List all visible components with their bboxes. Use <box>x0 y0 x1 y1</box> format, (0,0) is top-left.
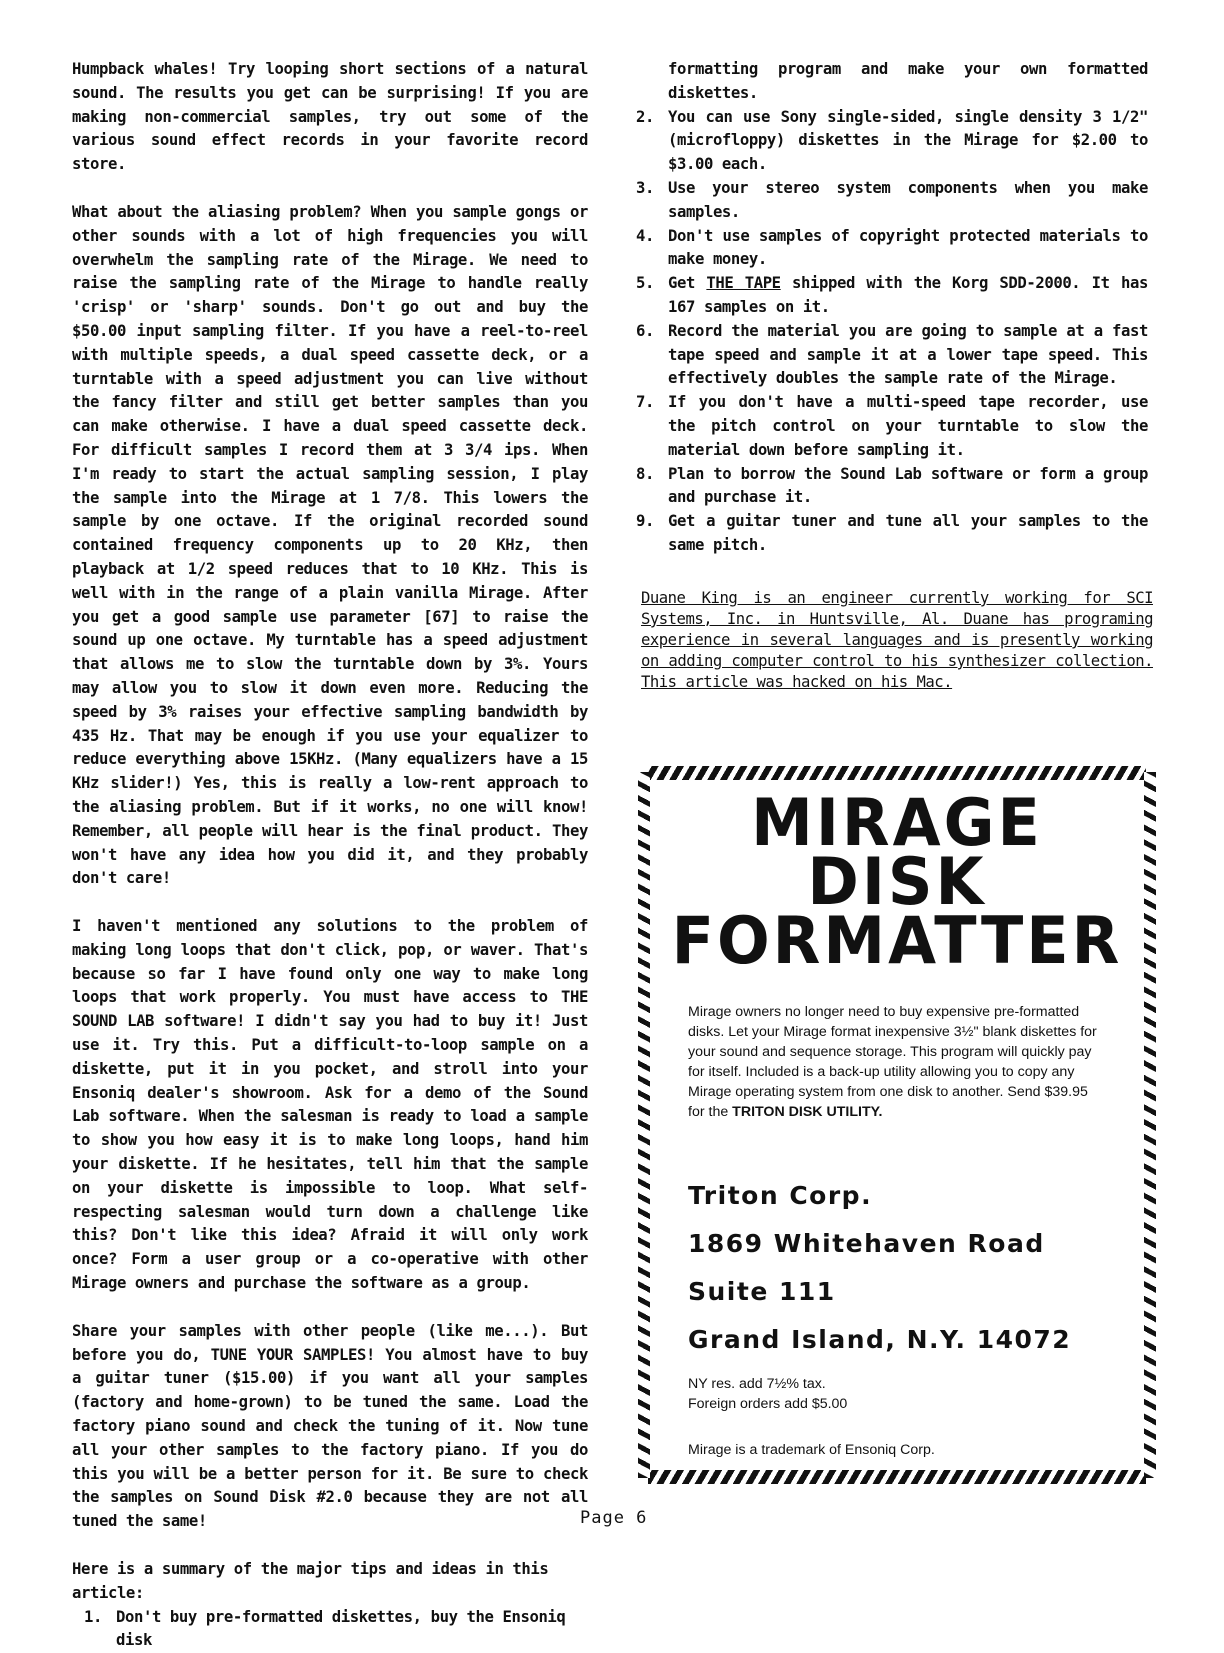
ad-city: Grand Island, N.Y. 14072 <box>688 1325 1072 1354</box>
ad-border-top <box>648 766 1146 780</box>
ad-border-right <box>1144 772 1156 1478</box>
tip-text: Use your stereo system components when you make samples. <box>668 178 1148 221</box>
tip-text: You can use Sony single-sided, single density 3 1/2" (microfloppy) diskettes in the Mirage for $2.00 to $3.00 each. <box>668 107 1148 174</box>
tip-item-7 <box>636 391 1148 462</box>
tip-number: 1. <box>84 1607 102 1626</box>
ad-suite: Suite 111 <box>688 1277 836 1306</box>
tip-number: 9. <box>636 512 654 531</box>
tip-item-3 <box>636 177 1148 225</box>
ad-trademark-note: Mirage is a trademark of Ensoniq Corp. <box>688 1442 935 1458</box>
author-bio: Duane King is an engineer currently working for SCI Systems, Inc. in Huntsville, Al. Duane has programing experience in several languages and is presently working on adding computer control to his synthesizer collection. This article was hacked on his Mac. <box>641 589 1153 691</box>
page-number: Page 6 <box>580 1508 648 1528</box>
left-column <box>72 58 588 1653</box>
right-column <box>636 58 1148 558</box>
tip-text-pre: Get <box>668 274 707 293</box>
paragraph-summary-intro: Here is a summary of the major tips and ideas in this article: <box>72 1560 549 1602</box>
tip-text: If you don't have a multi-speed tape recorder, use the pitch control on your turntable to slow the material down before sampling it. <box>668 393 1148 459</box>
ad-title-line: FORMATTER <box>671 901 1123 979</box>
tip-item-9 <box>636 510 1148 558</box>
ad-company: Triton Corp. <box>688 1181 873 1210</box>
ad-border-left <box>638 772 650 1478</box>
tip-text: Don't use samples of copyright protected materials to make money. <box>668 226 1148 269</box>
tip-1-continuation: formatting program and make your own formatted diskettes. <box>668 60 1148 102</box>
paragraph-long-loops: I haven't mentioned any solutions to the problem of making long loops that don't click, pop, or waver. That's because so far I have found only one way to make long loops that work properly. You must have access to THE SOUND LAB software! I didn't say you had to buy it! Just use it. Try this. Put a difficult-to-loop sample on a diskette, put it in you pocket, and stroll into your Ensoniq dealer's showroom. Ask for a demo of the Sound Lab software. When the salesman is ready to load a sample to show you how easy it is to make long loops, hand him your diskette. If he hesitates, tell him that the sample on your diskette is impossible to loop. What self-respecting salesman would turn down a challenge like this? Don't like this idea? Afraid it will only work once? Form a user group or a co-operative with other Mirage owners and purchase the software as a group. <box>72 917 588 1293</box>
tip-number: 6. <box>636 321 654 340</box>
tip-text <box>668 272 1148 320</box>
ad-title <box>662 784 1132 979</box>
ad-product-name: TRITON DISK UTILITY. <box>732 1104 883 1120</box>
tip-item-2 <box>636 106 1148 177</box>
tip-text: Get a guitar tuner and tune all your samples to the same pitch. <box>668 512 1148 554</box>
ad-street: 1869 Whitehaven Road <box>688 1229 1045 1258</box>
ad-tax-note <box>688 1374 847 1414</box>
tip-text: Record the material you are going to sample at a fast tape speed and sample it at a lower tape speed. This effectively doubles the sample rate of the Mirage. <box>668 321 1148 388</box>
ad-border-bottom <box>648 1470 1146 1484</box>
ad-tax-line: NY res. add 7½% tax. <box>688 1376 826 1392</box>
advertisement-box <box>638 762 1156 1488</box>
paragraph-humpback: Humpback whales! Try looping short sections of a natural sound. The results you get can be surprising! If you are making non-commercial samples, try out some of the various sound effect records in your favorite record store. <box>72 60 588 174</box>
tips-list <box>636 106 1148 558</box>
ad-body-text: Mirage owners no longer need to buy expensive pre-formatted disks. Let your Mirage format inexpensive 3½" blank diskettes for your sound and sequence storage. This program will quickly pay for itself. Included is a back-up utility allowing you to copy any Mirage operating system from one disk to another. Send $39.95 for the <box>688 1004 1097 1120</box>
tip-text: Don't buy pre-formatted diskettes, buy the Ensoniq disk <box>116 1607 566 1650</box>
tip-number: 7. <box>636 393 654 412</box>
ad-title-line: DISK <box>807 843 987 920</box>
tip-text: Plan to borrow the Sound Lab software or form a group and purchase it. <box>668 464 1148 507</box>
tip-number: 3. <box>636 178 654 197</box>
tip-item-4 <box>636 225 1148 273</box>
tip-number: 5. <box>636 274 654 293</box>
tip-item-1 <box>72 1606 588 1653</box>
tip-item-6 <box>636 320 1148 391</box>
tip-item-8 <box>636 463 1148 511</box>
ad-title-line: MIRAGE <box>751 784 1043 861</box>
paragraph-tune-samples: Share your samples with other people (like me...). But before you do, TUNE YOUR SAMPLES! You almost have to buy a guitar tuner ($15.00) if you want all your samples (factory and home-grown) to be tuned the same. Load the factory piano sound and check the tuning of it. Now tune all your other samples to the factory piano. If you do this you will be a better person for it. Be sure to check the samples on Sound Disk #2.0 because they are not all tuned the same! <box>72 1321 588 1531</box>
the-tape-title: THE TAPE <box>706 274 781 293</box>
tip-text-post: shipped with the Korg SDD-2000. It has 167 samples on it. <box>668 274 1149 316</box>
ad-address <box>688 1172 1071 1364</box>
tip-number: 4. <box>636 226 654 245</box>
tip-number: 2. <box>636 107 654 126</box>
ad-foreign-line: Foreign orders add $5.00 <box>688 1396 848 1412</box>
paragraph-aliasing: What about the aliasing problem? When you sample gongs or other sounds with a lot of high frequencies you will overwhelm the sampling rate of the Mirage. We need to raise the sampling rate of the Mirage to handle really 'crisp' or 'sharp' sounds. Don't go out and buy the $50.00 input sampling filter. If you have a reel-to-reel with multiple speeds, a dual speed cassette deck, or a turntable with a speed adjustment you can live without the fancy filter and still get better samples than you can make otherwise. I have a dual speed cassette deck. For difficult samples I record them at 3 3/4 ips. When I'm ready to start the actual sampling session, I play the sample into the Mirage at 1 7/8. This lowers the sample by one octave. If the original recorded sound contained frequency components up to 20 KHz, then playback at 1/2 speed reduces that to 10 KHz. This is well with in the range of a plain vanilla Mirage. After you get a good sample use parameter [67] to raise the sound up one octave. My turntable has a speed adjustment that allows me to slow the turntable down by 3%. Yours may allow you to slow it down even more. Reducing the speed by 3% raises your effective sampling bandwidth by 435 Hz. That may be enough if you use your equalizer to reduce everything above 15KHz. (Many equalizers have a 15 KHz slider!) Yes, this is really a low-rent approach to the aliasing problem. But if it works, no one will know! Remember, all people will hear is the final product. They won't have any idea how you did it, and they probably don't care! <box>72 202 588 888</box>
tip-number: 8. <box>636 464 654 483</box>
ad-description <box>688 1002 1108 1122</box>
tip-item-5 <box>636 272 1148 320</box>
